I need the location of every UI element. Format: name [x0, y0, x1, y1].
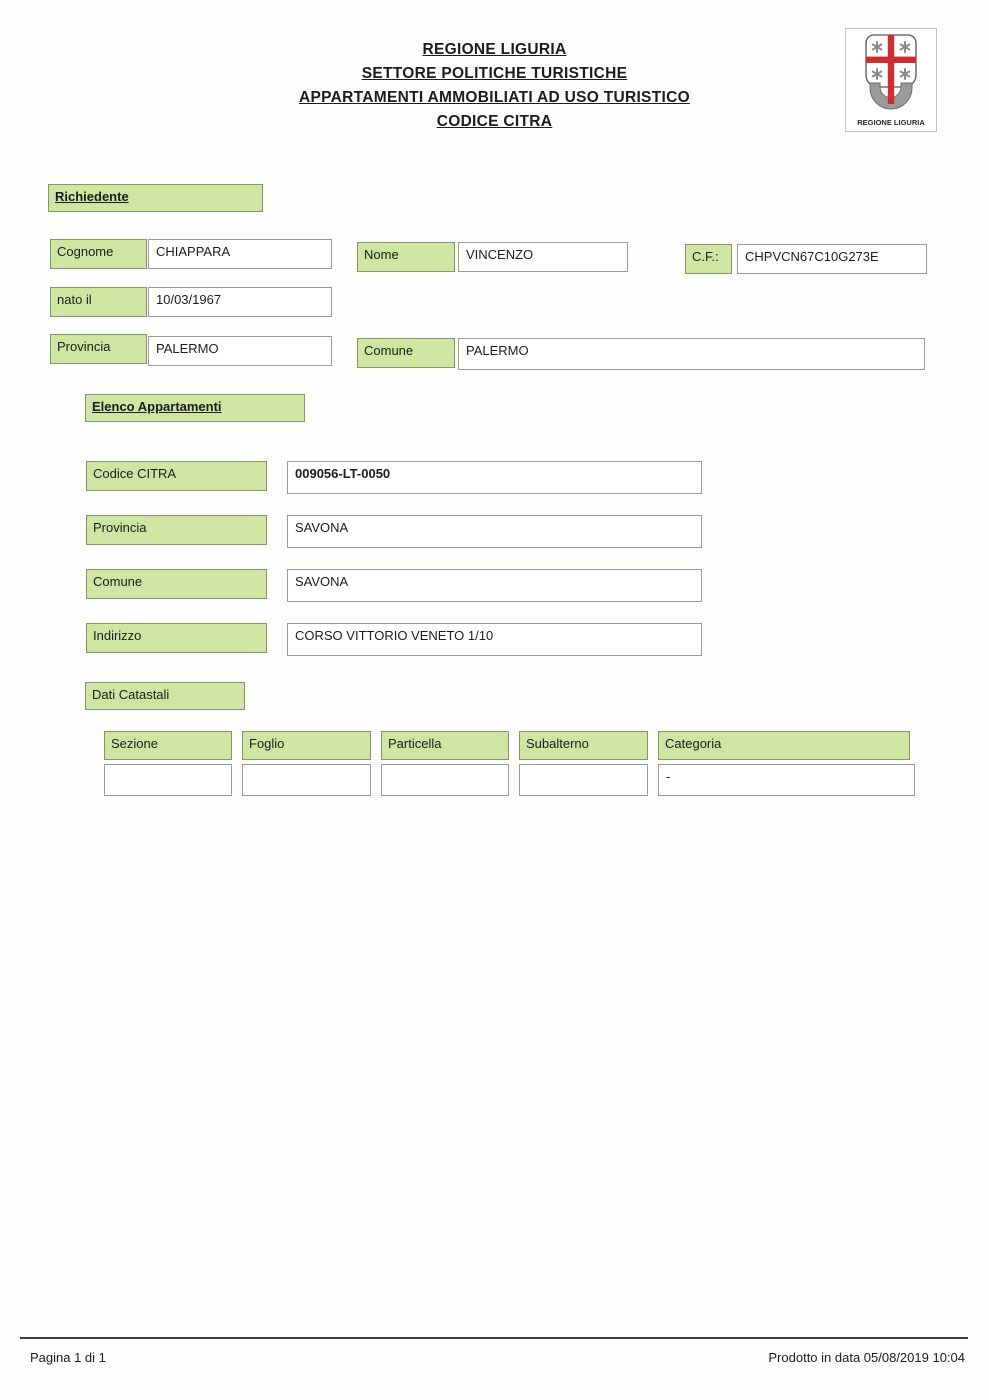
- header-line-1: REGIONE LIGURIA: [422, 41, 567, 58]
- section-elenco-appartamenti: Elenco Appartamenti: [85, 394, 305, 422]
- logo-caption: REGIONE LIGURIA: [857, 118, 925, 127]
- elenco-comune-field: SAVONA: [287, 569, 702, 602]
- cognome-label: Cognome: [50, 239, 147, 269]
- produced-date: Prodotto in data 05/08/2019 10:04: [768, 1350, 965, 1365]
- sezione-column-header: Sezione: [104, 731, 232, 760]
- elenco-provincia-field: SAVONA: [287, 515, 702, 548]
- document-header: [0, 38, 989, 134]
- subalterno-value-cell: [519, 764, 648, 796]
- nome-label: Nome: [357, 242, 455, 272]
- subalterno-column-header: Subalterno: [519, 731, 648, 760]
- foglio-value-cell: [242, 764, 371, 796]
- cognome-field: CHIAPPARA: [148, 239, 332, 269]
- page-number: Pagina 1 di 1: [30, 1350, 106, 1365]
- indirizzo-field: CORSO VITTORIO VENETO 1/10: [287, 623, 702, 656]
- header-line-4: CODICE CITRA: [436, 113, 553, 130]
- foglio-column-header: Foglio: [242, 731, 371, 760]
- particella-value-cell: [381, 764, 509, 796]
- liguria-coat-of-arms-icon: [846, 29, 936, 131]
- richiedente-comune-label: Comune: [357, 338, 455, 368]
- richiedente-provincia-field: PALERMO: [148, 336, 332, 366]
- categoria-value-cell: -: [658, 764, 915, 796]
- regione-liguria-logo: [845, 28, 937, 132]
- richiedente-comune-field: PALERMO: [458, 338, 925, 370]
- elenco-provincia-label: Provincia: [86, 515, 267, 545]
- elenco-comune-label: Comune: [86, 569, 267, 599]
- sezione-value-cell: [104, 764, 232, 796]
- richiedente-provincia-label: Provincia: [50, 334, 147, 364]
- section-dati-catastali: Dati Catastali: [85, 682, 245, 710]
- nome-field: VINCENZO: [458, 242, 628, 272]
- codice-fiscale-label: C.F.:: [685, 244, 732, 274]
- codice-citra-field: 009056-LT-0050: [287, 461, 702, 494]
- footer-divider: [20, 1337, 968, 1339]
- codice-fiscale-field: CHPVCN67C10G273E: [737, 244, 927, 274]
- header-line-2: SETTORE POLITICHE TURISTICHE: [361, 65, 628, 82]
- indirizzo-label: Indirizzo: [86, 623, 267, 653]
- nato-il-field: 10/03/1967: [148, 287, 332, 317]
- nato-il-label: nato il: [50, 287, 147, 317]
- section-richiedente: Richiedente: [48, 184, 263, 212]
- particella-column-header: Particella: [381, 731, 509, 760]
- header-line-3: APPARTAMENTI AMMOBILIATI AD USO TURISTICO: [299, 89, 690, 106]
- categoria-column-header: Categoria: [658, 731, 910, 760]
- codice-citra-label: Codice CITRA: [86, 461, 267, 491]
